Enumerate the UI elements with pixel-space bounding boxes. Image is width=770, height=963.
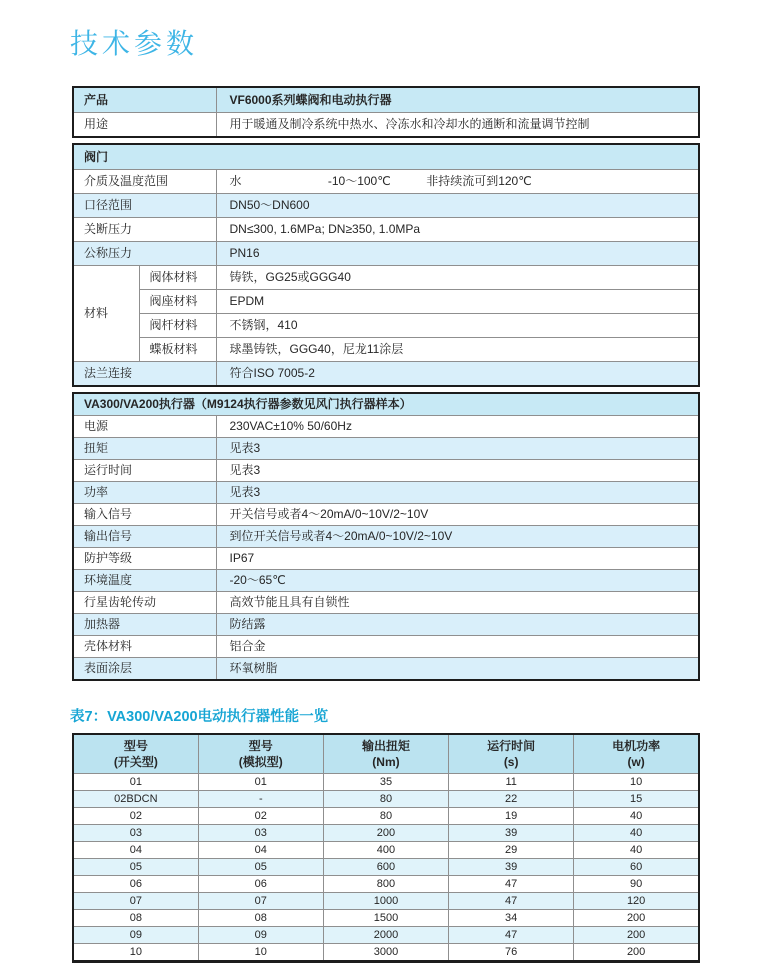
spec-row-pn: [73, 242, 699, 266]
spec-row-value: 到位开关信号或者4～20mA/0~10V/2~10V: [216, 526, 699, 548]
spec-label-pn: 公称压力: [73, 242, 216, 266]
spec-label-materials: 材料: [73, 266, 139, 362]
table7-cell: 04: [73, 842, 198, 859]
spec-row-material-disc: [73, 338, 699, 362]
actuator-spec-row: [73, 570, 699, 592]
spec-row-dn-range: [73, 194, 699, 218]
material-sub-label-seat: 阀座材料: [139, 290, 216, 314]
actuator-spec-row: [73, 482, 699, 504]
table7-cell: 1500: [323, 910, 448, 927]
spec-row-label: 壳体材料: [73, 636, 216, 658]
table7-cell: 08: [73, 910, 198, 927]
table7-cell: 07: [73, 893, 198, 910]
spec-row-value: 开关信号或者4～20mA/0~10V/2~10V: [216, 504, 699, 526]
table7-title: 表7：VA300/VA200电动执行器性能一览: [70, 709, 329, 725]
table7-row: [73, 842, 699, 859]
table7-cell: 02: [198, 808, 323, 825]
header-line: 型号: [248, 738, 273, 753]
spec-row-value: 铝合金: [216, 636, 699, 658]
table7-cell: 200: [574, 944, 699, 962]
spec-label-medium: 介质及温度范围: [73, 170, 216, 194]
table7-cell: 47: [449, 876, 574, 893]
table7: [72, 733, 700, 963]
spec-label-closeoff: 关断压力: [73, 218, 216, 242]
actuator-spec-row: [73, 614, 699, 636]
spec-row-value: 防结露: [216, 614, 699, 636]
table7-row: [73, 893, 699, 910]
table7-cell: 10: [574, 774, 699, 791]
header-line: (Nm): [372, 755, 400, 769]
table7-cell: 04: [198, 842, 323, 859]
table7-cell: 06: [198, 876, 323, 893]
spec-row-label: 运行时间: [73, 460, 216, 482]
table7-row: [73, 774, 699, 791]
spec-row-value: 见表3: [216, 482, 699, 504]
table7-cell: 11: [449, 774, 574, 791]
header-line: (s): [503, 755, 519, 769]
table7-cell: 29: [449, 842, 574, 859]
table7-row: [73, 927, 699, 944]
actuator-rows: [73, 416, 699, 681]
header-line: (开关型): [113, 755, 158, 769]
table7-cell: 15: [574, 791, 699, 808]
actuator-spec-row: [73, 438, 699, 460]
table7-cell: 22: [449, 791, 574, 808]
spec-row-medium: [73, 170, 699, 194]
table7-cell: 01: [198, 774, 323, 791]
table7-cell: 10: [198, 944, 323, 962]
table7-row: [73, 859, 699, 876]
table7-header-torque: [323, 734, 448, 774]
table7-cell: 1000: [323, 893, 448, 910]
spec-label-dn-range: 口径范围: [73, 194, 216, 218]
header-line: (w): [627, 755, 645, 769]
material-value-disc: 球墨铸铁，GGG40，尼龙11涂层: [216, 338, 699, 362]
spec-value-product: VF6000系列蝶阀和电动执行器: [216, 87, 699, 113]
table7-cell: 05: [73, 859, 198, 876]
spec-table-valve: [72, 143, 700, 387]
table7-row: [73, 876, 699, 893]
medium-fluid: 水: [229, 174, 242, 188]
header-line: 运行时间: [487, 738, 536, 753]
spec-value-dn-range: DN50～DN600: [216, 194, 699, 218]
spec-row-value: 环氧树脂: [216, 658, 699, 681]
table7-cell: 02BDCN: [73, 791, 198, 808]
spec-row-closeoff: [73, 218, 699, 242]
spec-row-label: 功率: [73, 482, 216, 504]
table7-cell: 47: [449, 927, 574, 944]
spec-value-medium: [216, 170, 699, 194]
spec-row-value: 见表3: [216, 438, 699, 460]
table7-cell: 600: [323, 859, 448, 876]
spec-row-flange: [73, 362, 699, 387]
valve-section-header: [73, 144, 699, 170]
table7-cell: 34: [449, 910, 574, 927]
actuator-spec-row: [73, 658, 699, 681]
table7-cell: 35: [323, 774, 448, 791]
table7-header-model-analog: [198, 734, 323, 774]
material-sub-label-stem: 阀杆材料: [139, 314, 216, 338]
spec-value-closeoff: DN≤300, 1.6MPa; DN≥350, 1.0MPa: [216, 218, 699, 242]
table7-cell: 200: [323, 825, 448, 842]
table7-header-runtime: [449, 734, 574, 774]
material-value-stem: 不锈钢，410: [216, 314, 699, 338]
spec-row-value: IP67: [216, 548, 699, 570]
table7-cell: 40: [574, 825, 699, 842]
spec-row-label: 扭矩: [73, 438, 216, 460]
material-value-body: 铸铁，GG25或GGG40: [216, 266, 699, 290]
table7-cell: 47: [449, 893, 574, 910]
table7-cell: 80: [323, 791, 448, 808]
spec-value-pn: PN16: [216, 242, 699, 266]
table7-cell: 03: [73, 825, 198, 842]
spec-row-value: 230VAC±10% 50/60Hz: [216, 416, 699, 438]
material-value-seat: EPDM: [216, 290, 699, 314]
spec-row-label: 电源: [73, 416, 216, 438]
table7-cell: 76: [449, 944, 574, 962]
table7-row: [73, 825, 699, 842]
table7-row: [73, 944, 699, 962]
table7-cell: 06: [73, 876, 198, 893]
table7-cell: 02: [73, 808, 198, 825]
table7-cell: -: [198, 791, 323, 808]
table7-header-row: [73, 734, 699, 774]
header-line: (模拟型): [238, 755, 283, 769]
header-line: 型号: [123, 738, 148, 753]
table7-cell: 09: [73, 927, 198, 944]
spec-row-value: 见表3: [216, 460, 699, 482]
actuator-spec-row: [73, 636, 699, 658]
medium-temp-range: -10～100℃: [327, 174, 391, 188]
table7-row: [73, 791, 699, 808]
table7-cell: 01: [73, 774, 198, 791]
table7-row: [73, 808, 699, 825]
actuator-spec-row: [73, 548, 699, 570]
table7-cell: 2000: [323, 927, 448, 944]
table7-header-model-switch: [73, 734, 198, 774]
valve-section-title: 阀门: [73, 144, 699, 170]
actuator-spec-row: [73, 416, 699, 438]
table7-cell: 08: [198, 910, 323, 927]
actuator-section-title: VA300/VA200执行器（M9124执行器参数见风门执行器样本）: [73, 393, 699, 416]
header-line: 电机功率: [612, 738, 661, 753]
spec-row-label: 环境温度: [73, 570, 216, 592]
spec-label-usage: 用途: [73, 113, 216, 138]
table7-cell: 200: [574, 910, 699, 927]
spec-value-flange: 符合ISO 7005-2: [216, 362, 699, 387]
header-line: 输出扭矩: [361, 738, 410, 753]
table7-row: [73, 910, 699, 927]
table7-cell: 90: [574, 876, 699, 893]
spec-label-product: 产品: [73, 87, 216, 113]
actuator-section-header: [73, 393, 699, 416]
table7-cell: 03: [198, 825, 323, 842]
table7-cell: 39: [449, 825, 574, 842]
table7-cell: 10: [73, 944, 198, 962]
spec-row-value: -20～65℃: [216, 570, 699, 592]
spec-row-material-seat: [73, 290, 699, 314]
table7-cell: 800: [323, 876, 448, 893]
spec-row-label: 防护等级: [73, 548, 216, 570]
table7-cell: 400: [323, 842, 448, 859]
page-title: 技术参数: [70, 28, 199, 59]
spec-row-material-body: [73, 266, 699, 290]
actuator-spec-row: [73, 460, 699, 482]
spec-row-label: 输入信号: [73, 504, 216, 526]
table7-cell: 40: [574, 842, 699, 859]
table7-cell: 60: [574, 859, 699, 876]
material-sub-label-body: 阀体材料: [139, 266, 216, 290]
spec-row-usage: [73, 113, 699, 138]
table7-cell: 200: [574, 927, 699, 944]
spec-row-label: 加热器: [73, 614, 216, 636]
table7-header-power: [574, 734, 699, 774]
spec-table-product: [72, 86, 700, 138]
spec-row-label: 表面涂层: [73, 658, 216, 681]
table7-cell: 05: [198, 859, 323, 876]
table7-cell: 07: [198, 893, 323, 910]
spec-row-label: 行星齿轮传动: [73, 592, 216, 614]
actuator-spec-row: [73, 526, 699, 548]
medium-temp-note: 非持续流可到120℃: [426, 174, 532, 188]
table7-cell: 80: [323, 808, 448, 825]
actuator-spec-row: [73, 504, 699, 526]
table7-cell: 39: [449, 859, 574, 876]
table7-cell: 40: [574, 808, 699, 825]
table7-body: [73, 774, 699, 962]
spec-row-value: 高效节能且具有自锁性: [216, 592, 699, 614]
spec-row-label: 输出信号: [73, 526, 216, 548]
table7-cell: 3000: [323, 944, 448, 962]
table7-cell: 09: [198, 927, 323, 944]
spec-row-material-stem: [73, 314, 699, 338]
spec-row-product: [73, 87, 699, 113]
table7-cell: 19: [449, 808, 574, 825]
material-sub-label-disc: 蝶板材料: [139, 338, 216, 362]
spec-table-actuator: [72, 392, 700, 681]
spec-value-usage: 用于暖通及制冷系统中热水、冷冻水和冷却水的通断和流量调节控制: [216, 113, 699, 138]
table7-cell: 120: [574, 893, 699, 910]
spec-label-flange: 法兰连接: [73, 362, 216, 387]
actuator-spec-row: [73, 592, 699, 614]
